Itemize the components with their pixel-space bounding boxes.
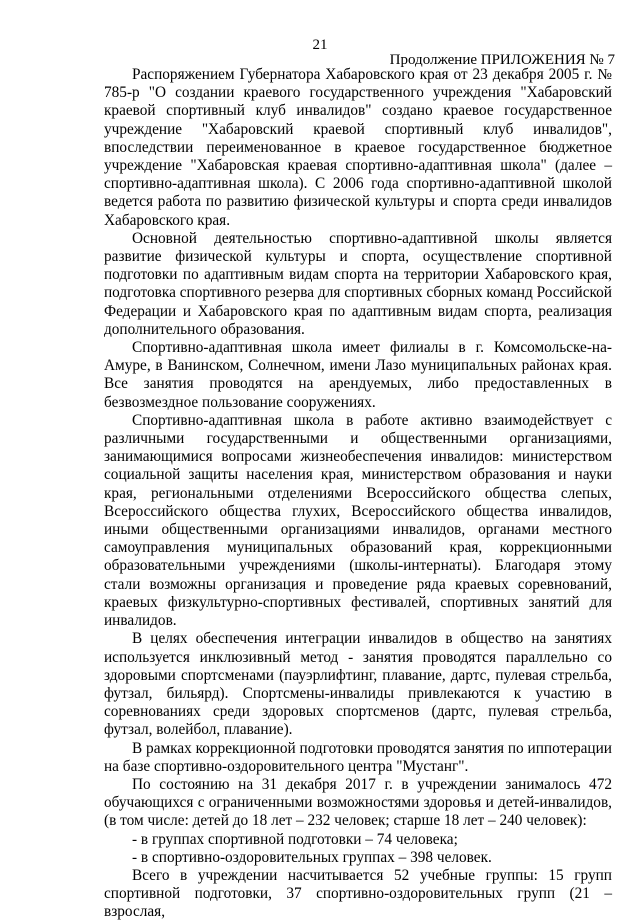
paragraph-cooperation: Спортивно-адаптивная школа в работе активно взаимодействует с различными государственными и общественными организациями, занимающимися вопросами жизнеобеспечения инвалидов: министерством социальной защиты населения края, министерством образования и науки края, региональными отделениями Всероссийского общества слепых, Всероссийского общества глухих, Всероссийского общества инвалидов, иными общественными организациями инвалидов, органами местного самоуправления муниципальных образований края, коррекционными образовательными учреждениями (школы-интернаты). Благодаря этому стали возможны организация и проведение ряда краевых соревнований, краевых физкультурно-спортивных фестивалей, спортивных занятий для инвалидов. bbox=[104, 411, 612, 630]
document-body bbox=[104, 66, 612, 922]
paragraph-establishment: Распоряжением Губернатора Хабаровского края от 23 декабря 2005 г. № 785-р "О создании краевого государственного учреждения "Хабаровский краевой спортивный клуб инвалидов" создано краевое государственное учреждение "Хабаровский краевой спортивный клуб инвалидов", впоследствии переименованное в краевое государственное бюджетное учреждение "Хабаровская краевая спортивно-адаптивная школа" (далее – спортивно-адаптивная школа). С 2006 года спортивно-адаптивной школой ведется работа по развитию физической культуры и спорта среди инвалидов Хабаровского края. bbox=[104, 66, 612, 229]
appendix-continuation-label: Продолжение ПРИЛОЖЕНИЯ № 7 bbox=[389, 52, 615, 68]
list-item-sport-training: - в группах спортивной подготовки – 74 человека; bbox=[132, 830, 458, 848]
paragraph-integration: В целях обеспечения интеграции инвалидов в общество на занятиях используется инклюзивный метод - занятия проводятся параллельно со здоровыми спортсменами (пауэрлифтинг, плавание, дартс, пулевая стрельба, футзал, бильярд). Спортсмены-инвалиды привлекаются к участию в соревнованиях среди здоровых спортсменов (дартс, пулевая стрельба, футзал, волейбол, плавание). bbox=[104, 630, 612, 739]
paragraph-correction: В рамках коррекционной подготовки проводятся занятия по иппотерации на базе спортивно-оздоровительного центра "Мустанг". bbox=[104, 739, 612, 775]
page-number: 21 bbox=[312, 37, 328, 53]
paragraph-statistics: По состоянию на 31 декабря 2017 г. в учреждении занималось 472 обучающихся с ограниченными возможностями здоровья и детей-инвалидов, (в том числе: детей до 18 лет – 232 человек; старше 18 лет – 240 человек): bbox=[104, 775, 612, 830]
paragraph-groups-total: Всего в учреждении насчитывается 52 учебные группы: 15 групп спортивной подготовки, 37 спортивно-оздоровительных групп (21 – взрослая, bbox=[104, 866, 612, 921]
paragraph-branches: Спортивно-адаптивная школа имеет филиалы в г. Комсомольске-на-Амуре, в Ванинском, Солнечном, имени Лазо муниципальных районах края. Все занятия проводятся на арендуемых, либо предоставленных в безвозмездное пользование сооружениях. bbox=[104, 339, 612, 411]
paragraph-main-activity: Основной деятельностью спортивно-адаптивной школы является развитие физической культуры и спорта, осуществление спортивной подготовки по адаптивным видам спорта на территории Хабаровского края, подготовка спортивного резерва для спортивных сборных команд Российской Федерации и Хабаровского края по адаптивным видам спорта, реализация дополнительного образования. bbox=[104, 229, 612, 338]
list-item-health-groups: - в спортивно-оздоровительных группах – 398 человек. bbox=[132, 848, 492, 866]
